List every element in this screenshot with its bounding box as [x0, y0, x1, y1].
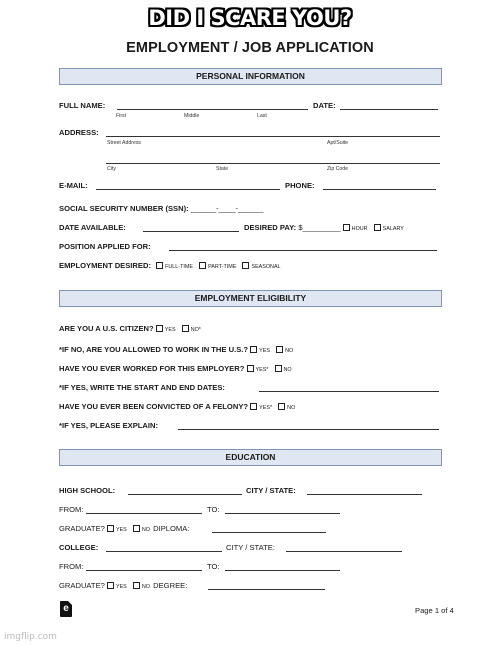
- hour-option: HOUR: [351, 226, 368, 232]
- ssn-field[interactable]: ______-____-______: [190, 204, 264, 213]
- college-graduate-yes-checkbox[interactable]: [107, 582, 114, 589]
- felony-no-checkbox[interactable]: [278, 403, 285, 410]
- desired-pay-field[interactable]: $_________: [298, 223, 341, 232]
- worked-question: [59, 364, 296, 373]
- hs-city-state-field[interactable]: [307, 494, 422, 495]
- allowed-yes-option: YES: [259, 348, 270, 354]
- salary-option: SALARY: [382, 226, 404, 232]
- full-time-option: FULL-TIME: [165, 264, 193, 270]
- worked-label: HAVE YOU EVER WORKED FOR THIS EMPLOYER?: [59, 364, 245, 373]
- diploma-field[interactable]: [212, 532, 326, 533]
- section-header-eligibility: EMPLOYMENT ELIGIBILITY: [59, 290, 442, 307]
- college-label: COLLEGE:: [59, 543, 99, 552]
- college-graduate-label: GRADUATE?: [59, 581, 105, 590]
- felony-label: HAVE YOU EVER BEEN CONVICTED OF A FELONY?: [59, 402, 249, 411]
- date-available-label: DATE AVAILABLE:: [59, 223, 126, 232]
- ssn-label: [59, 204, 263, 213]
- felony-yes-option: YES*: [259, 405, 273, 411]
- college-from-label: FROM:: [59, 562, 84, 571]
- citizen-label: ARE YOU A U.S. CITIZEN?: [59, 324, 154, 333]
- hs-city-state-label: CITY / STATE:: [246, 486, 296, 495]
- college-to-field[interactable]: [225, 570, 340, 571]
- hs-from-label: FROM:: [59, 505, 84, 514]
- college-city-state-label: CITY / STATE:: [226, 543, 275, 552]
- phone-label: PHONE:: [285, 181, 315, 190]
- hs-from-field[interactable]: [86, 513, 202, 514]
- street-address-field[interactable]: [106, 136, 440, 137]
- diploma-label: DIPLOMA:: [153, 524, 190, 533]
- apt-suite-caption: Apt/Suite: [327, 140, 349, 146]
- phone-field[interactable]: [323, 189, 436, 190]
- salary-checkbox[interactable]: [374, 224, 381, 231]
- hs-to-field[interactable]: [225, 513, 340, 514]
- college-from-field[interactable]: [86, 570, 202, 571]
- worked-no-checkbox[interactable]: [275, 365, 282, 372]
- allowed-question: [59, 345, 297, 354]
- name-first-caption: First: [116, 113, 127, 119]
- felony-yes-checkbox[interactable]: [250, 403, 257, 410]
- city-caption: City: [107, 166, 116, 172]
- citizen-no-checkbox[interactable]: [182, 325, 189, 332]
- hs-graduate-no-option: NO: [141, 527, 150, 533]
- dates-label: *IF YES, WRITE THE START AND END DATES:: [59, 383, 225, 392]
- document-title: EMPLOYMENT / JOB APPLICATION: [126, 40, 374, 56]
- full-name-field[interactable]: [117, 109, 308, 110]
- date-available-field[interactable]: [143, 231, 239, 232]
- hs-graduate-yes-option: YES: [115, 527, 127, 533]
- employment-desired-label: EMPLOYMENT DESIRED:: [59, 261, 151, 270]
- city-state-zip-field[interactable]: [106, 163, 440, 164]
- college-graduate-no-checkbox[interactable]: [133, 582, 140, 589]
- full-time-checkbox[interactable]: [156, 262, 163, 269]
- email-label: E-MAIL:: [59, 181, 88, 190]
- hs-graduate-yes-checkbox[interactable]: [107, 525, 114, 532]
- zip-caption: Zip Code: [327, 166, 349, 172]
- date-field[interactable]: [340, 109, 438, 110]
- worked-yes-option: YES*: [255, 367, 269, 373]
- seasonal-checkbox[interactable]: [242, 262, 249, 269]
- citizen-no-option: NO*: [190, 327, 201, 333]
- desired-pay-label: DESIRED PAY:: [244, 223, 297, 232]
- citizen-yes-checkbox[interactable]: [156, 325, 163, 332]
- hs-graduate-no-checkbox[interactable]: [133, 525, 140, 532]
- hs-to-label: TO:: [207, 505, 220, 514]
- high-school-label: HIGH SCHOOL:: [59, 486, 116, 495]
- college-graduate-no-option: NO: [141, 584, 150, 590]
- state-caption: State: [216, 166, 229, 172]
- allowed-yes-checkbox[interactable]: [250, 346, 257, 353]
- meme-caption: DID I SCARE YOU?: [148, 6, 352, 30]
- address-label: ADDRESS:: [59, 128, 99, 137]
- felony-question: [59, 402, 299, 411]
- email-field[interactable]: [96, 189, 280, 190]
- position-label: POSITION APPLIED FOR:: [59, 242, 151, 251]
- position-field[interactable]: [169, 250, 437, 251]
- citizen-yes-option: YES: [164, 327, 176, 333]
- name-last-caption: Last: [257, 113, 267, 119]
- employment-desired-group: [59, 261, 285, 270]
- explain-field[interactable]: [178, 429, 439, 430]
- degree-field[interactable]: [208, 589, 325, 590]
- eforms-logo-icon: e: [60, 601, 72, 617]
- college-field[interactable]: [106, 551, 222, 552]
- college-city-state-field[interactable]: [286, 551, 402, 552]
- part-time-option: PART-TIME: [208, 264, 237, 270]
- section-header-education: EDUCATION: [59, 449, 442, 466]
- ssn-label-text: SOCIAL SECURITY NUMBER (SSN):: [59, 204, 189, 213]
- college-to-label: TO:: [207, 562, 220, 571]
- allowed-label: *IF NO, ARE YOU ALLOWED TO WORK IN THE U.S.?: [59, 345, 249, 354]
- hs-graduate-group: [59, 524, 189, 533]
- high-school-field[interactable]: [128, 494, 242, 495]
- page-number: Page 1 of 4: [415, 606, 454, 615]
- worked-yes-checkbox[interactable]: [247, 365, 254, 372]
- college-graduate-yes-option: YES: [115, 584, 127, 590]
- citizen-question: [59, 324, 205, 333]
- hs-graduate-label: GRADUATE?: [59, 524, 105, 533]
- name-middle-caption: Middle: [184, 113, 200, 119]
- part-time-checkbox[interactable]: [199, 262, 206, 269]
- allowed-no-option: NO: [285, 348, 294, 354]
- date-label: DATE:: [313, 101, 336, 110]
- seasonal-option: SEASONAL: [251, 264, 281, 270]
- worked-no-option: NO: [283, 367, 292, 373]
- desired-pay-group: [244, 223, 408, 232]
- watermark: imgflip.com: [4, 632, 57, 642]
- felony-no-option: NO: [287, 405, 296, 411]
- explain-label: *IF YES, PLEASE EXPLAIN:: [59, 421, 159, 430]
- street-address-caption: Street Address: [107, 140, 142, 146]
- full-name-label: FULL NAME:: [59, 101, 106, 110]
- dates-field[interactable]: [259, 391, 439, 392]
- degree-label: DEGREE:: [153, 581, 188, 590]
- college-graduate-group: [59, 581, 187, 590]
- section-header-personal: PERSONAL INFORMATION: [59, 68, 442, 85]
- hour-checkbox[interactable]: [343, 224, 350, 231]
- allowed-no-checkbox[interactable]: [276, 346, 283, 353]
